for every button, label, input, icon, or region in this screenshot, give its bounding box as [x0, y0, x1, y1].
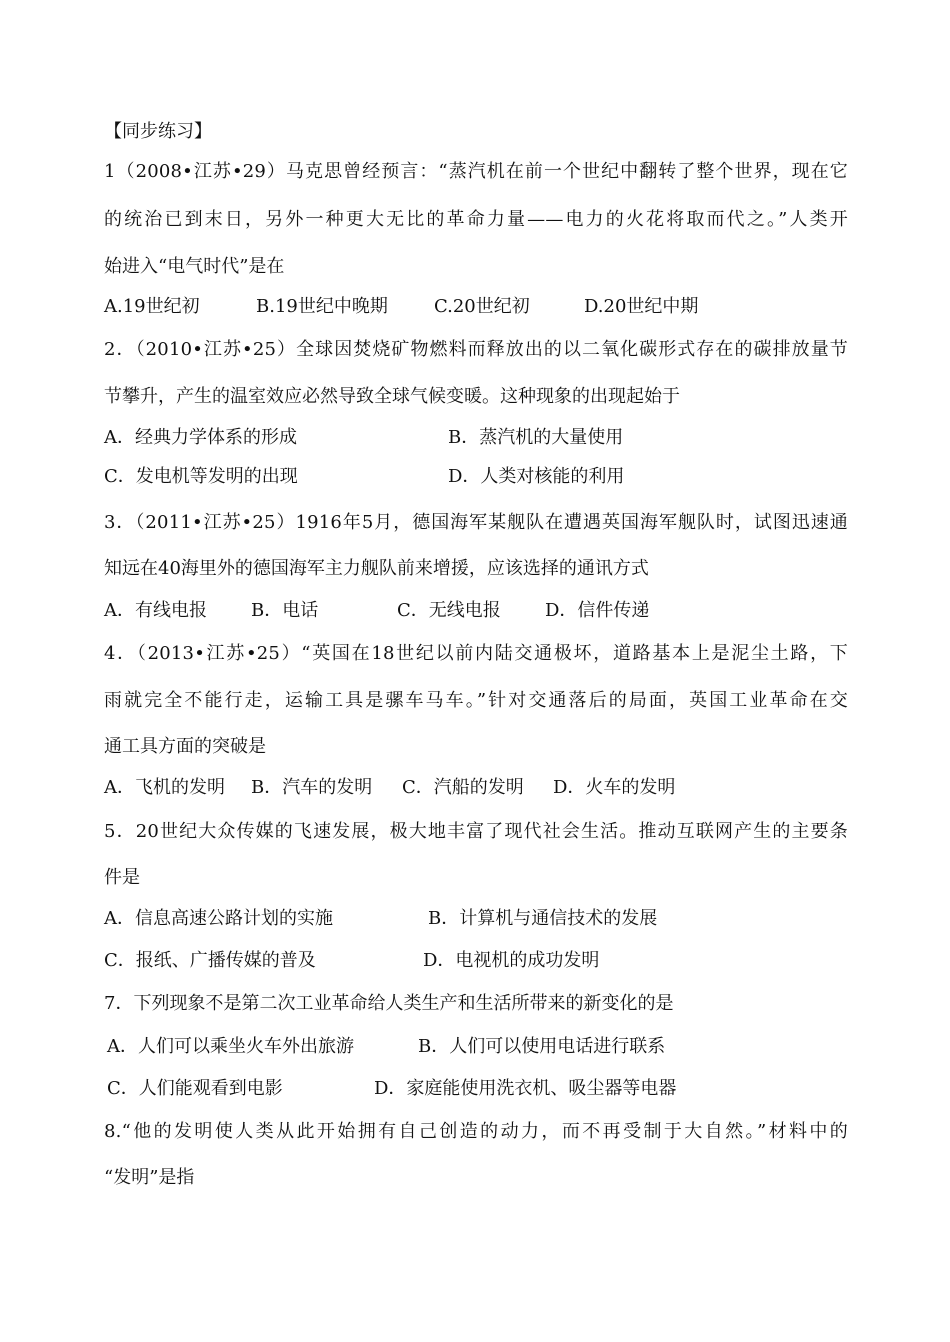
- question-7-option-c: C．人们能观看到电影: [107, 1078, 283, 1099]
- question-2-line-2: 节攀升，产生的温室效应必然导致全球气候变暖。这种现象的出现起始于: [104, 386, 680, 407]
- question-4-line-2: 雨就完全不能行走，运输工具是骡车马车。”针对交通落后的局面，英国工业革命在交: [104, 690, 848, 711]
- question-1-option-d: D.20世纪中期: [584, 296, 699, 317]
- question-7-option-d: D．家庭能使用洗衣机、吸尘器等电器: [374, 1078, 677, 1099]
- question-5-option-b: B．计算机与通信技术的发展: [428, 908, 658, 929]
- question-5-line-1: 5．20世纪大众传媒的飞速发展，极大地丰富了现代社会生活。推动互联网产生的主要条: [104, 821, 848, 842]
- question-4-option-b: B．汽车的发明: [251, 777, 373, 798]
- question-2-option-c: C．发电机等发明的出现: [104, 466, 298, 487]
- question-2-line-1: 2．（2010•江苏•25）全球因焚烧矿物燃料而释放出的以二氧化碳形式存在的碳排放量节: [104, 339, 848, 360]
- question-3-option-d: D．信件传递: [545, 600, 650, 621]
- question-3-option-b: B．电话: [251, 600, 319, 621]
- question-1-option-b: B.19世纪中晚期: [256, 296, 388, 317]
- question-8-line-2: “发明”是指: [104, 1167, 195, 1188]
- question-3-line-1: 3．（2011•江苏•25）1916年5月，德国海军某舰队在遭遇英国海军舰队时，试图迅速通: [104, 512, 848, 533]
- question-4-option-a: A．飞机的发明: [104, 777, 225, 798]
- question-3-option-c: C．无线电报: [397, 600, 501, 621]
- question-1-line-2: 的统治已到末日，另外一种更大无比的革命力量——电力的火花将取而代之。”人类开: [104, 209, 848, 230]
- question-1-option-c: C.20世纪初: [434, 296, 530, 317]
- question-4-line-3: 通工具方面的突破是: [104, 736, 266, 757]
- question-1-line-1: 1（2008•江苏•29）马克思曾经预言：“蒸汽机在前一个世纪中翻转了整个世界，现在它: [104, 161, 848, 182]
- question-2-option-d: D．人类对核能的利用: [448, 466, 625, 487]
- question-8-line-1: 8.“他的发明使人类从此开始拥有自己创造的动力，而不再受制于大自然。”材料中的: [104, 1121, 848, 1142]
- question-2-option-b: B．蒸汽机的大量使用: [448, 427, 624, 448]
- question-3-option-a: A．有线电报: [104, 600, 207, 621]
- question-2-option-a: A．经典力学体系的形成: [104, 427, 297, 448]
- question-4-line-1: 4．（2013•江苏•25）“英国在18世纪以前内陆交通极坏，道路基本上是泥尘土路，下: [104, 643, 848, 664]
- question-5-line-2: 件是: [104, 867, 140, 888]
- question-5-option-d: D．电视机的成功发明: [423, 950, 600, 971]
- question-4-option-d: D．火车的发明: [553, 777, 676, 798]
- section-title: 【同步练习】: [104, 121, 212, 142]
- question-7-option-a: A．人们可以乘坐火车外出旅游: [107, 1036, 354, 1057]
- question-3-line-2: 知远在40海里外的德国海军主力舰队前来增援，应该选择的通讯方式: [104, 558, 649, 579]
- question-5-option-c: C．报纸、广播传媒的普及: [104, 950, 316, 971]
- question-1-line-3: 始进入“电气时代”是在: [104, 256, 285, 277]
- question-5-option-a: A．信息高速公路计划的实施: [104, 908, 333, 929]
- question-7-line-1: 7．下列现象不是第二次工业革命给人类生产和生活所带来的新变化的是: [104, 993, 674, 1014]
- question-7-option-b: B．人们可以使用电话进行联系: [418, 1036, 666, 1057]
- question-1-option-a: A.19世纪初: [104, 296, 200, 317]
- question-4-option-c: C．汽船的发明: [402, 777, 524, 798]
